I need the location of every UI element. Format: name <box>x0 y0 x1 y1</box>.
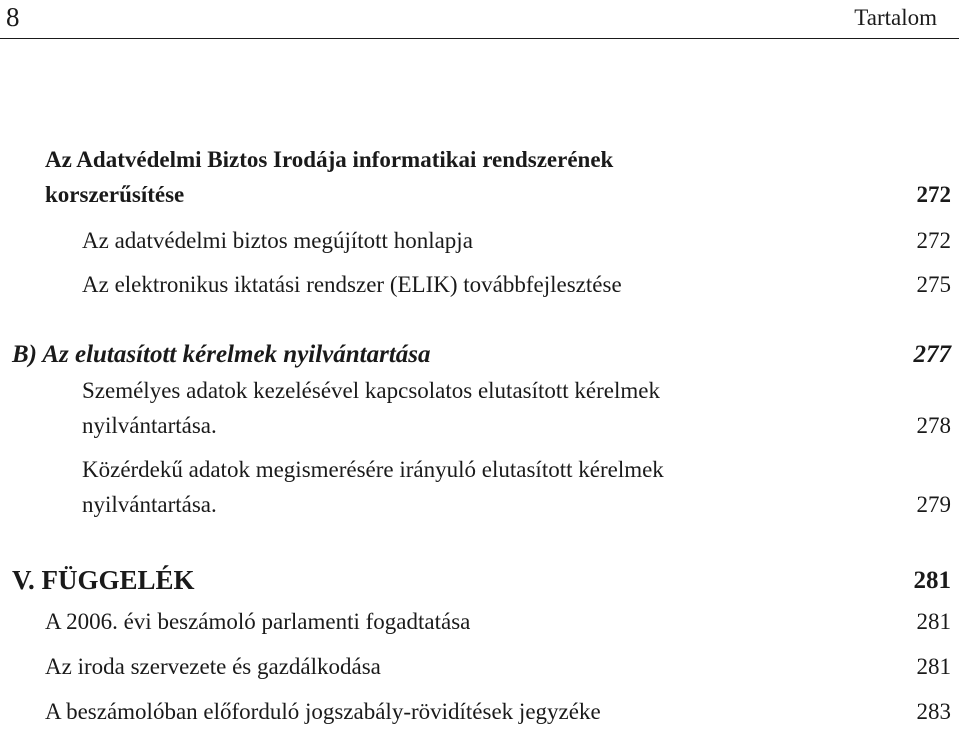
toc-entry-title-line2: nyilvántartása. <box>82 413 217 438</box>
toc-entry-title-line1: Személyes adatok kezelésével kapcsolatos elutasított kérelmek <box>82 378 660 403</box>
toc-entry-page: 281 <box>916 609 951 634</box>
toc-entry-title-line2: korszerűsítése <box>45 182 185 207</box>
toc-entry-title-line2: nyilvántartása. <box>82 492 217 517</box>
toc-entry-page: 281 <box>913 567 951 594</box>
toc-entry-page: 278 <box>916 413 951 438</box>
toc-entry-title: Az elektronikus iktatási rendszer (ELIK) továbbfejlesztése <box>82 272 622 297</box>
toc-chapter-title: V. FÜGGELÉK <box>12 565 195 595</box>
toc-entry-title: Az iroda szervezete és gazdálkodása <box>45 654 381 679</box>
page-number: 8 <box>6 2 20 32</box>
toc-section-title: B) Az elutasított kérelmek nyilvántartása <box>12 341 431 368</box>
toc-entry-page: 277 <box>913 341 951 368</box>
toc-entry-page: 275 <box>916 272 951 297</box>
toc-entry-title-line1: Közérdekű adatok megismerésére irányuló elutasított kérelmek <box>82 457 664 482</box>
toc-entry-page: 281 <box>916 654 951 679</box>
running-head: Tartalom <box>854 5 937 30</box>
toc-entry-title-line1: Az Adatvédelmi Biztos Irodája informatikai rendszerének <box>45 147 614 172</box>
toc-entry-page: 279 <box>916 492 951 517</box>
page-header <box>0 0 959 39</box>
toc-entry-title: A beszámolóban előforduló jogszabály-rövidítések jegyzéke <box>45 699 601 724</box>
toc-entry-title: Az adatvédelmi biztos megújított honlapja <box>82 228 473 253</box>
toc-entry-page: 272 <box>916 182 951 207</box>
toc-entry-title: A 2006. évi beszámoló parlamenti fogadtatása <box>45 609 471 634</box>
toc-entry-page: 283 <box>916 699 951 724</box>
toc-entry-page: 272 <box>916 228 951 253</box>
